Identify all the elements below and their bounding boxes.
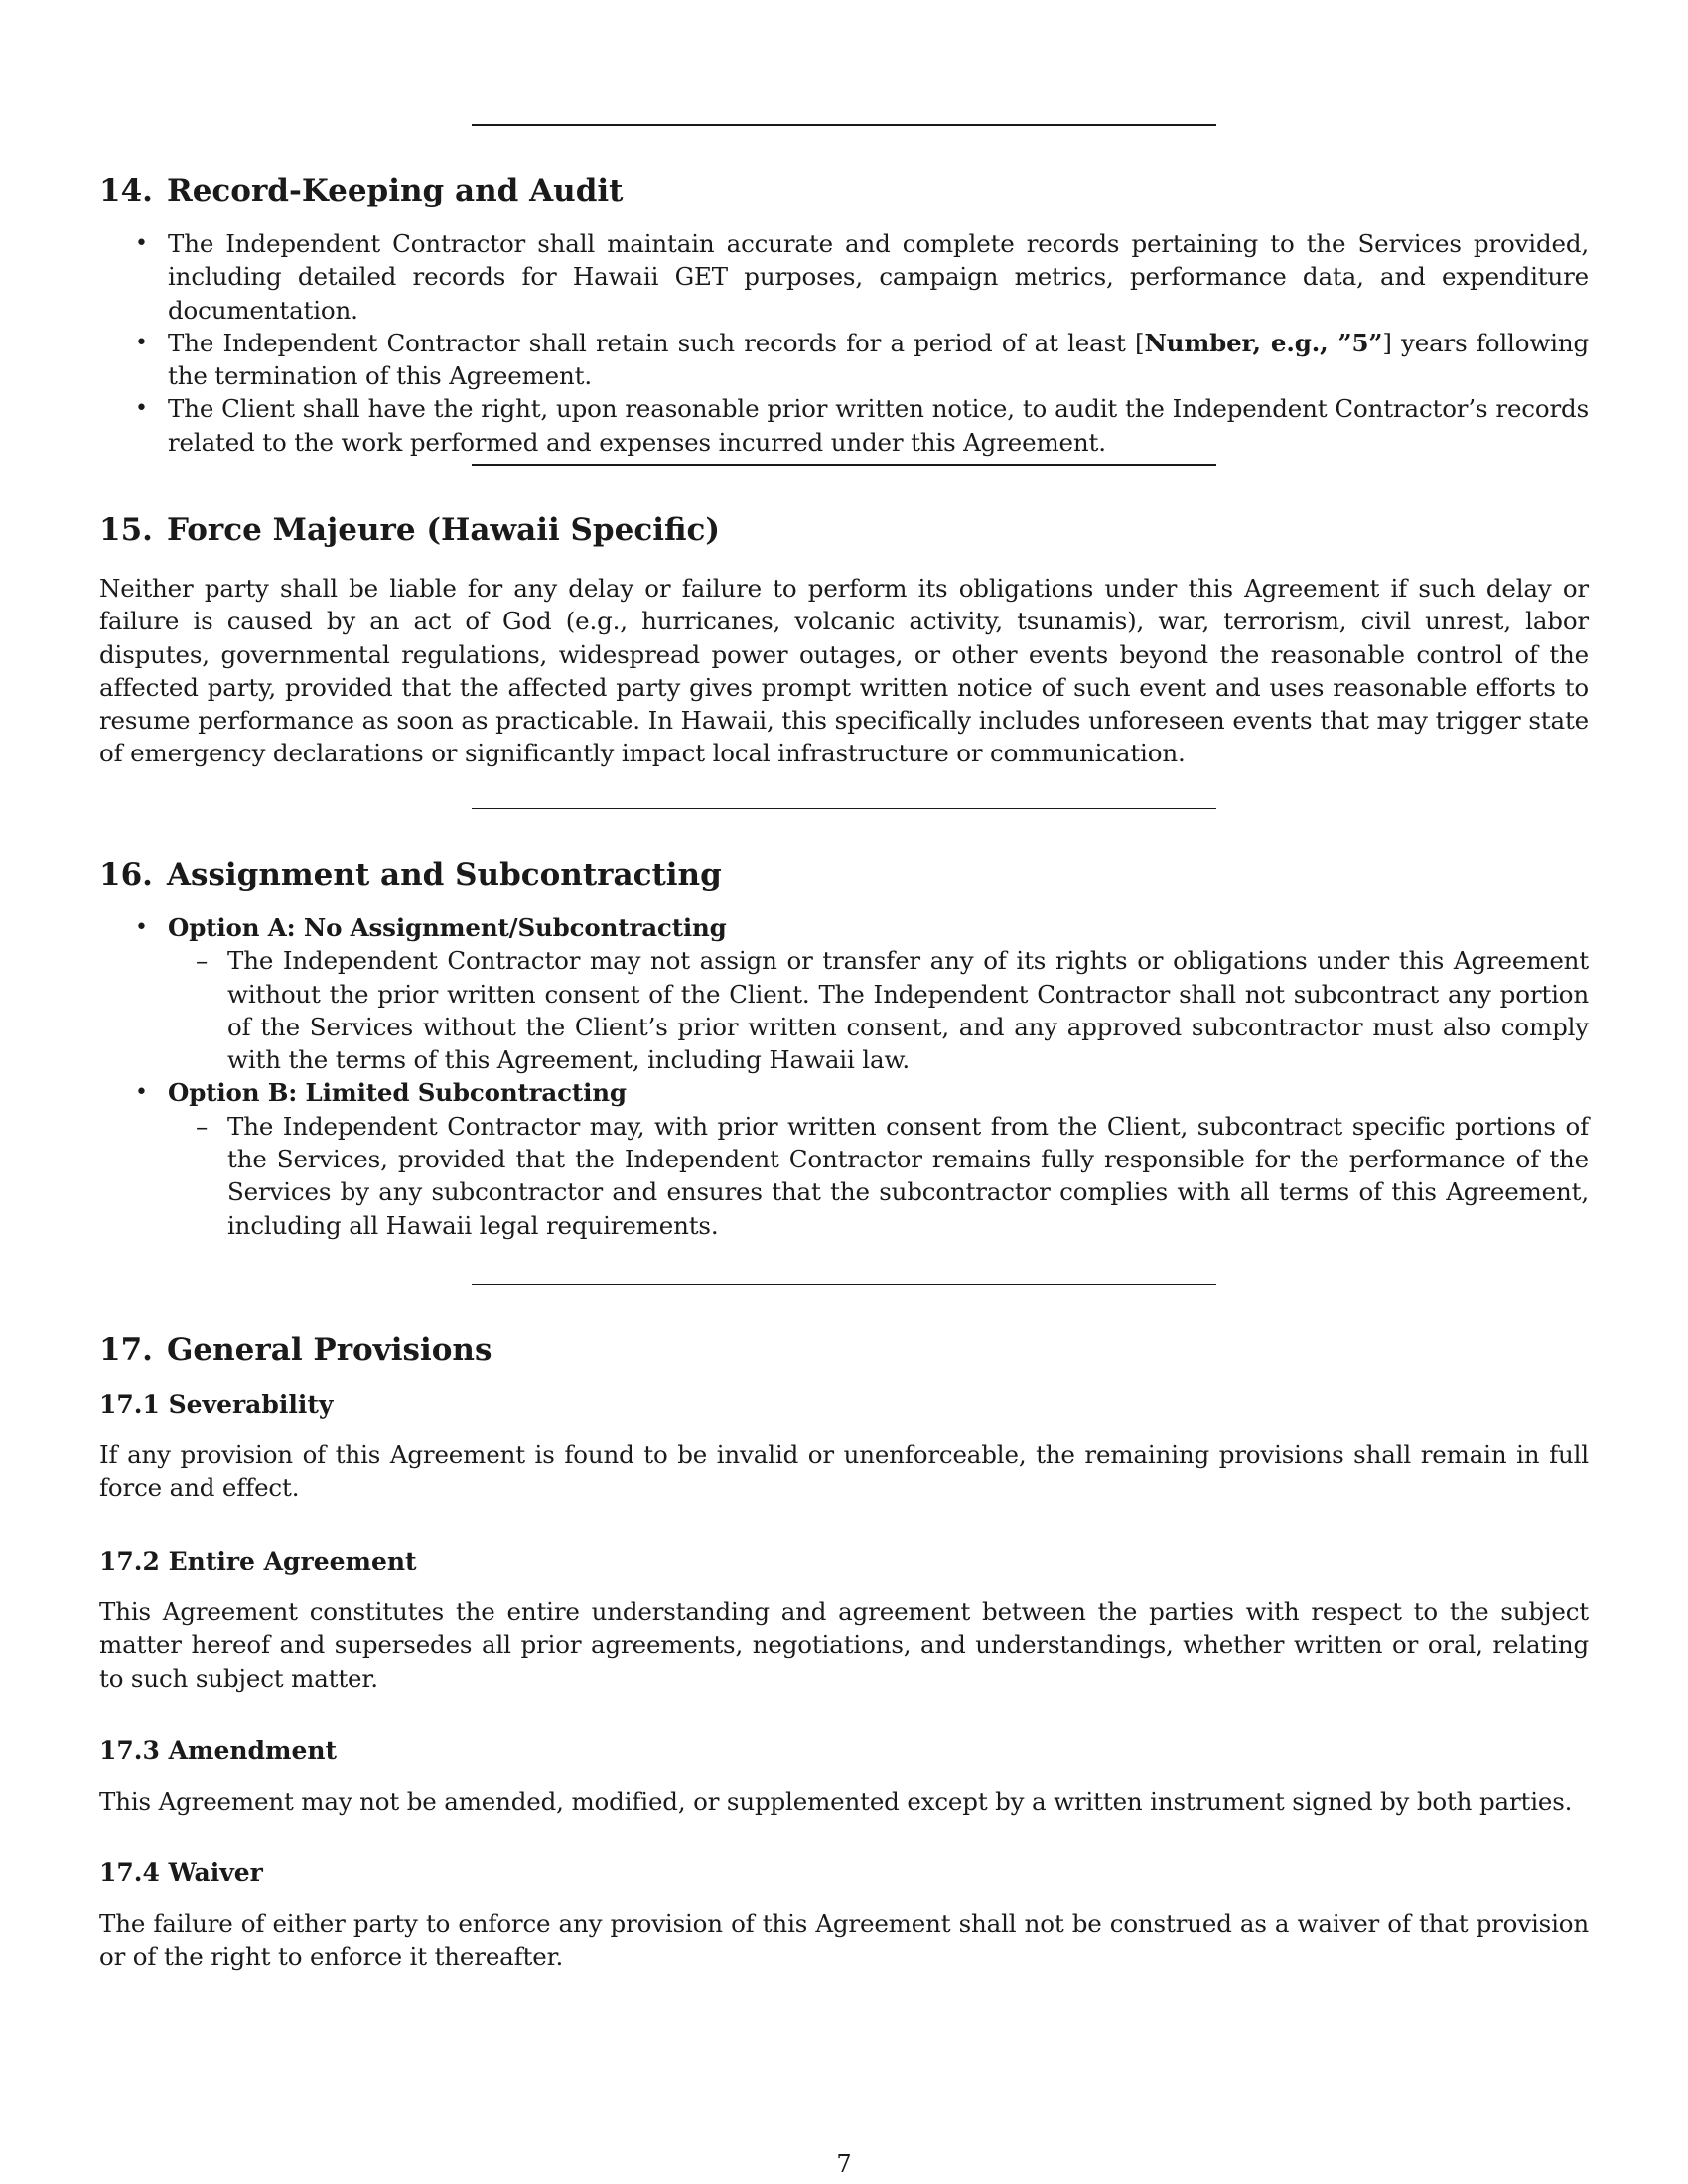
option-item [99, 1076, 1589, 1241]
placeholder-field: Number, e.g., ”5” [1144, 328, 1383, 357]
section-title: Record-Keeping and Audit [166, 173, 624, 208]
subsection-17-3-body: This Agreement may not be amended, modified, or supplemented except by a written instrument signed by both parties. [99, 1787, 1573, 1816]
section-15-heading [99, 510, 720, 550]
bullet-icon: • [135, 231, 148, 256]
section-number: 17. [99, 1332, 153, 1368]
option-sublist [168, 944, 1589, 1076]
section-number: 15. [99, 512, 153, 548]
subsection-17-3-heading: 17.3 Amendment [99, 1736, 338, 1765]
bullet-icon: • [135, 1080, 148, 1106]
list-item: • The Client shall have the right, upon reasonable prior written notice, to audit the Independent Contractor’s records related to the work performed and expenses incurred under this Agreement. [135, 394, 1589, 457]
sub-list-item: – The Independent Contractor may, with prior written consent from the Client, subcontract specific portions of the Services, provided that the Independent Contractor remains fully responsible for the performance of the Services by any subcontractor and ensures that the subcontractor complies with all terms of this Agreement, including all Hawaii legal requirements. [196, 1111, 1589, 1240]
section-title: Force Majeure (Hawaii Specific) [166, 512, 721, 548]
subsection-17-1-body: If any provision of this Agreement is found to be invalid or unenforceable, the remaining provisions shall remain in full force and effect. [99, 1440, 1589, 1503]
subsection-17-2-body: This Agreement constitutes the entire understanding and agreement between the parties with respect to the subject matter hereof and supersedes all prior agreements, negotiations, and understandings, whether written or oral, relating to such subject matter. [99, 1597, 1589, 1693]
section-title: Assignment and Subcontracting [166, 857, 722, 892]
section-15-body: Neither party shall be liable for any delay or failure to perform its obligations under this Agreement if such delay or failure is caused by an act of God (e.g., hurricanes, volcanic activity, tsunamis), war, terrorism, civil unrest, labor disputes, governmental regulations, widespread power outages, or other events beyond the reasonable control of the affected party, provided that the affected party gives prompt written notice of such event and uses reasonable efforts to resume performance as soon as practicable. In Hawaii, this specifically includes unforeseen events that may trigger state of emergency declarations or significantly impact local infrastructure or communication. [99, 574, 1589, 768]
subsection-17-1-heading: 17.1 Severability [99, 1390, 334, 1419]
subsection-17-2-heading: 17.2 Entire Agreement [99, 1547, 417, 1575]
page-number: 7 [836, 2150, 852, 2178]
subsection-17-4-heading: 17.4 Waiver [99, 1858, 263, 1887]
bullet-icon: • [135, 915, 148, 940]
bullet-icon: • [135, 396, 148, 422]
list-item: • The Independent Contractor shall retain such records for a period of at least [Number, e.g., ”5”] years following the termination of this Agreement. [135, 328, 1589, 391]
section-divider [472, 124, 1216, 126]
option-label: Option B: Limited Subcontracting [168, 1078, 627, 1108]
section-14-heading [99, 171, 623, 210]
section-number: 16. [99, 857, 153, 892]
section-title: General Provisions [166, 1332, 492, 1368]
section-14-list [99, 227, 1589, 459]
section-divider [472, 808, 1216, 809]
dash-icon: – [196, 1111, 209, 1141]
section-divider [472, 464, 1216, 466]
bullet-icon: • [135, 330, 148, 355]
option-sublist [168, 1110, 1589, 1242]
option-item [99, 911, 1589, 1076]
sub-list-item: – The Independent Contractor may not assign or transfer any of its rights or obligations under this Agreement without the prior written consent of the Client. The Independent Contractor shall not subcontract any portion of the Services without the Client’s prior written consent, and any approved subcontractor must also comply with the terms of this Agreement, including Hawaii law. [196, 946, 1589, 1075]
section-number: 14. [99, 173, 153, 208]
document-page [99, 0, 1589, 2184]
dash-icon: – [196, 946, 209, 976]
section-16-heading [99, 855, 722, 894]
section-17-heading [99, 1330, 492, 1370]
option-label: Option A: No Assignment/Subcontracting [168, 913, 727, 942]
subsection-17-4-body: The failure of either party to enforce any provision of this Agreement shall not be construed as a waiver of that provision or of the right to enforce it thereafter. [99, 1909, 1589, 1972]
list-item: • The Independent Contractor shall maintain accurate and complete records pertaining to the Services provided, including detailed records for Hawaii GET purposes, campaign metrics, performance data, and expenditure documentation. [135, 229, 1589, 325]
section-16-options [99, 911, 1589, 1242]
section-divider [472, 1284, 1216, 1285]
